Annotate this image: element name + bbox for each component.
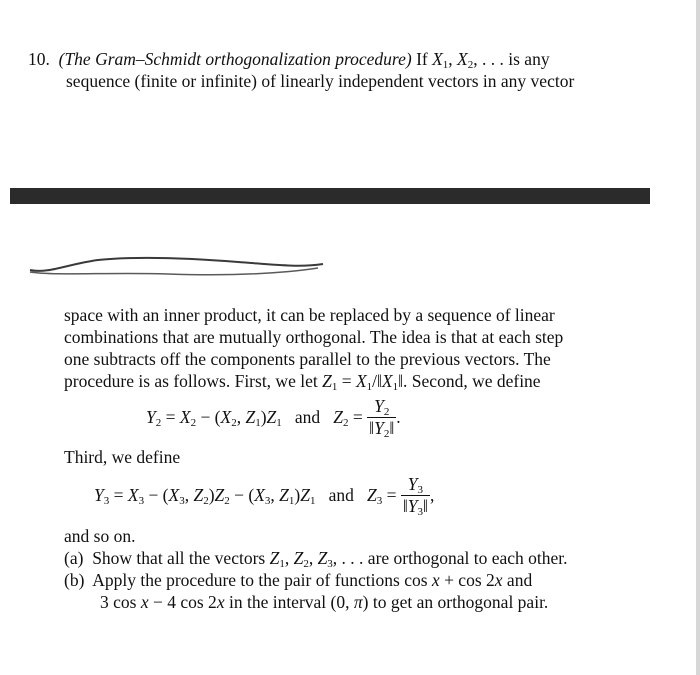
body-line-2: combinations that are mutually orthogonal. The idea is that at each step xyxy=(64,327,564,347)
part-b-label: (b) xyxy=(64,570,85,590)
body-line-4: procedure is as follows. First, we let $Z_1$ = $X_1/‖X_1‖$. Second, we define xyxy=(64,371,541,393)
problem-line-2: sequence (finite or infinite) of linearly independent vectors in any vector xyxy=(66,71,575,91)
page-edge xyxy=(696,0,700,675)
body-and-so-on: and so on. xyxy=(64,526,136,546)
problem-number: 10. xyxy=(28,49,50,69)
part-b-line-2: 3 cos x − 4 cos 2x in the interval (0, π) to get an orthogonal pair. xyxy=(100,592,549,612)
body-third: Third, we define xyxy=(64,447,181,467)
body-line-1: space with an inner product, it can be replaced by a sequence of linear xyxy=(64,305,555,325)
scribble-mark xyxy=(28,250,328,280)
problem-title: (The Gram–Schmidt orthogonalization procedure) xyxy=(58,49,412,69)
part-b-line-1: (b) Apply the procedure to the pair of functions cos x + cos 2x and xyxy=(64,570,533,590)
redaction-bar xyxy=(10,188,650,204)
body-line-3: one subtracts off the components parallel to the previous vectors. The xyxy=(64,349,551,369)
equation-y2-z2: $Y_2 = X_2 - (X_2$, $Z_1)Z_1$ and $Z_2$ = $\frac{Y_2}{‖Y_2‖}$ . xyxy=(146,396,401,440)
equation-y3-z3: $Y_3 = X_3 - (X_3$, $Z_2)Z_2 - (X_3$, $Z_1)Z_1$ and $Z_3$ = $\frac{Y_3}{‖Y_3‖}$ , xyxy=(94,474,435,518)
part-a: (a) Show that all the vectors $Z_1$, $Z_2$, $Z_3$, . . . are orthogonal to each other. xyxy=(64,548,568,570)
problem-line-1: 10. (The Gram–Schmidt orthogonalization procedure) If $X_1$, $X_2$, . . . is any xyxy=(28,49,550,71)
part-a-label: (a) xyxy=(64,548,84,568)
